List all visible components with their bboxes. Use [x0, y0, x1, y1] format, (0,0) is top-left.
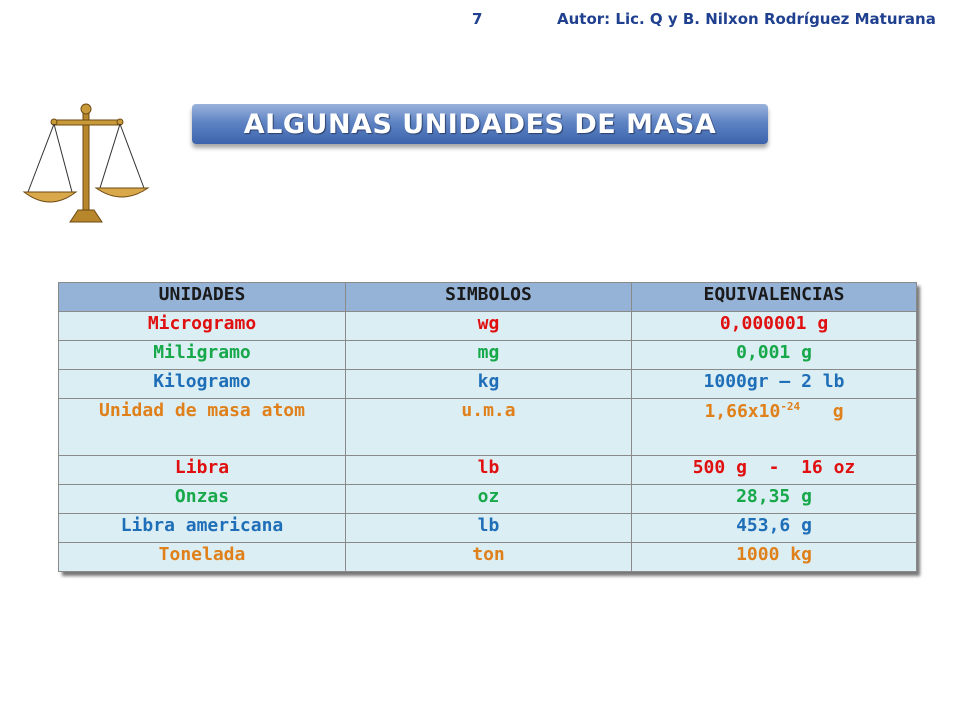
equivalence-cell: 1000 kg [632, 543, 917, 572]
equivalence-cell: 1000gr – 2 lb [632, 370, 917, 399]
page-header [0, 8, 960, 32]
header-equivalences: EQUIVALENCIAS [632, 283, 917, 312]
unit-cell: Onzas [59, 485, 346, 514]
title-banner [192, 104, 768, 144]
equivalence-cell: 453,6 g [632, 514, 917, 543]
symbol-cell: ton [346, 543, 632, 572]
unit-cell: Kilogramo [59, 370, 346, 399]
table-row [59, 514, 917, 543]
unit-cell: Miligramo [59, 341, 346, 370]
unit-cell: Unidad de masa atom [59, 399, 346, 456]
symbol-cell: mg [346, 341, 632, 370]
table-header-row [59, 283, 917, 312]
unit-cell: Microgramo [59, 312, 346, 341]
symbol-cell: lb [346, 456, 632, 485]
mass-units-table-container [58, 282, 916, 572]
equivalence-unit: g [832, 401, 844, 422]
table-row [59, 543, 917, 572]
equivalence-exponent: -24 [780, 400, 801, 413]
symbol-cell: wg [346, 312, 632, 341]
unit-cell: Libra [59, 456, 346, 485]
unit-cell: Libra americana [59, 514, 346, 543]
unit-cell: Tonelada [59, 543, 346, 572]
symbol-cell: oz [346, 485, 632, 514]
equivalence-cell: 0,001 g [632, 341, 917, 370]
header-units: UNIDADES [59, 283, 346, 312]
symbol-cell: lb [346, 514, 632, 543]
table-row [59, 341, 917, 370]
equivalence-cell: 28,35 g [632, 485, 917, 514]
mass-units-table [58, 282, 917, 572]
table-row [59, 485, 917, 514]
table-row [59, 399, 917, 456]
page-title: ALGUNAS UNIDADES DE MASA [243, 108, 717, 140]
equivalence-cell [632, 399, 917, 456]
balance-scale-icon [20, 100, 152, 230]
author-line: Autor: Lic. Q y B. Nilxon Rodríguez Maturana [557, 10, 936, 28]
table-row [59, 370, 917, 399]
header-symbols: SIMBOLOS [346, 283, 632, 312]
page-number: 7 [472, 10, 483, 28]
symbol-cell: kg [346, 370, 632, 399]
equivalence-cell: 0,000001 g [632, 312, 917, 341]
symbol-cell: u.m.a [346, 399, 632, 456]
table-row [59, 456, 917, 485]
equivalence-base: 1,66x10 [704, 401, 781, 422]
equivalence-cell: 500 g - 16 oz [632, 456, 917, 485]
table-row [59, 312, 917, 341]
